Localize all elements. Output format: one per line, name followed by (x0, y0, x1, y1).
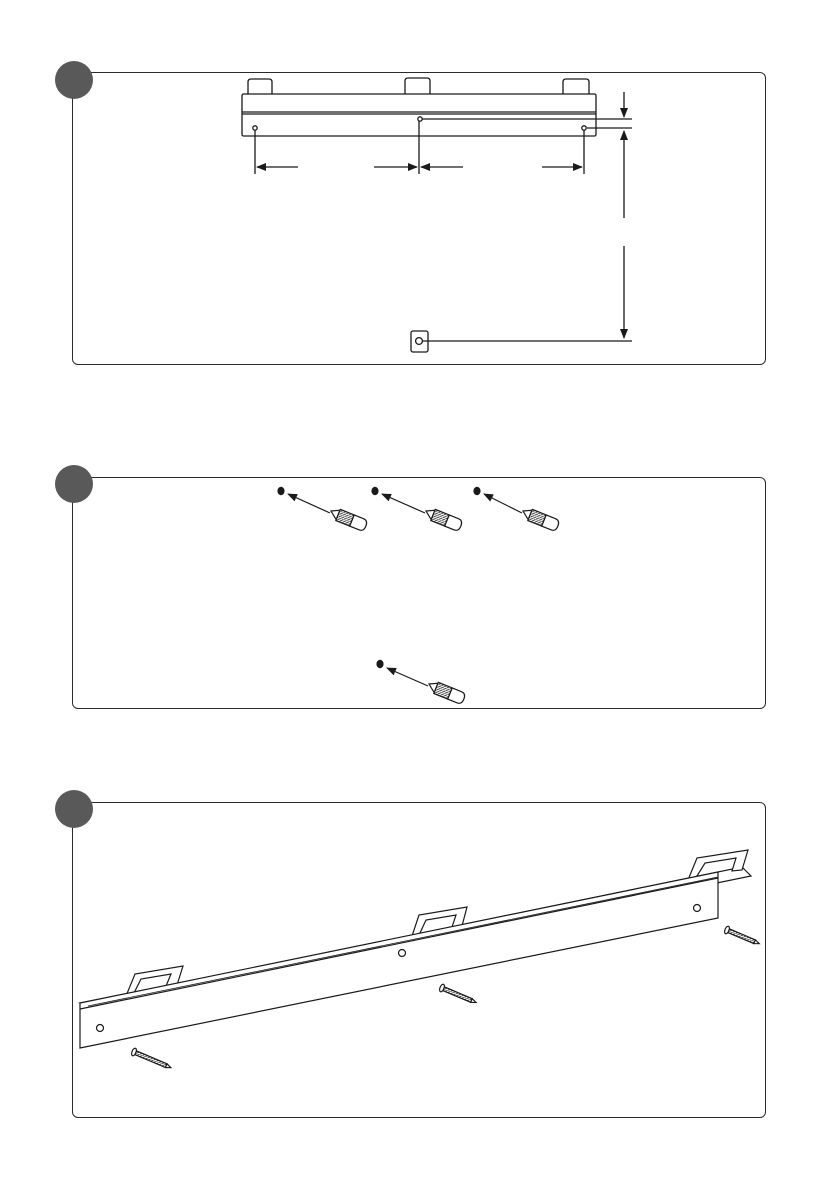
step-2-badge (55, 465, 93, 503)
step-1-badge (55, 61, 93, 99)
step-3-badge (55, 790, 93, 828)
step-2-panel (72, 477, 766, 709)
step-1-panel (72, 72, 766, 365)
step-3-panel (72, 802, 766, 1118)
